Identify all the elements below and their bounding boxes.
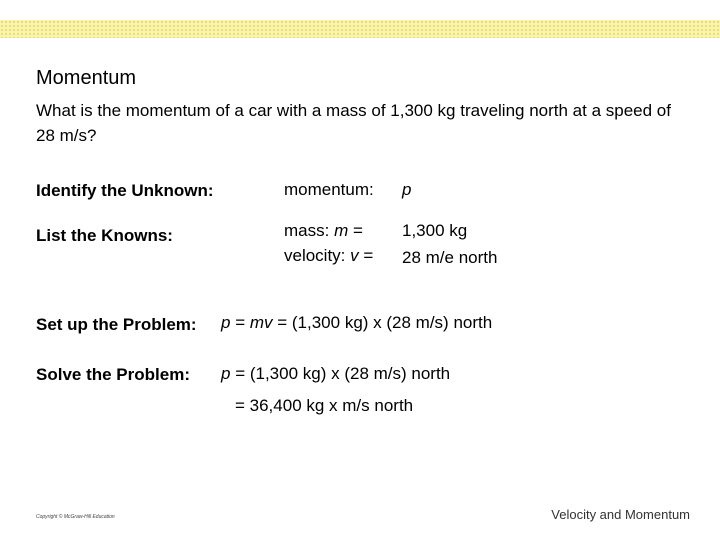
header-pattern-stripe bbox=[0, 20, 720, 38]
identify-unknown-label: Identify the Unknown: bbox=[36, 181, 214, 200]
copyright-text: Copyright © McGraw-Hill Education bbox=[36, 514, 115, 520]
mass-value: 1,300 kg bbox=[402, 221, 468, 240]
topic-footer: Velocity and Momentum bbox=[551, 507, 690, 522]
mass-label: mass: m = bbox=[284, 221, 363, 240]
unknown-symbol: p bbox=[402, 180, 412, 199]
solve-problem-label: Solve the Problem: bbox=[36, 365, 190, 384]
solve-equation-line1: p = (1,300 kg) x (28 m/s) north bbox=[221, 364, 451, 383]
velocity-label: velocity: v = bbox=[284, 246, 374, 265]
setup-equation: p = mv = (1,300 kg) x (28 m/s) north bbox=[221, 313, 493, 332]
list-knowns-label: List the Knowns: bbox=[36, 226, 173, 245]
unknown-term: momentum: bbox=[284, 180, 374, 199]
question-text: What is the momentum of a car with a mass of 1,300 kg traveling north at a speed of 28 m/s? bbox=[36, 101, 671, 145]
velocity-value: 28 m/e north bbox=[402, 248, 498, 267]
solve-equation-line2: = 36,400 kg x m/s north bbox=[235, 396, 414, 415]
setup-problem-label: Set up the Problem: bbox=[36, 315, 197, 334]
slide-title: Momentum bbox=[36, 67, 137, 89]
